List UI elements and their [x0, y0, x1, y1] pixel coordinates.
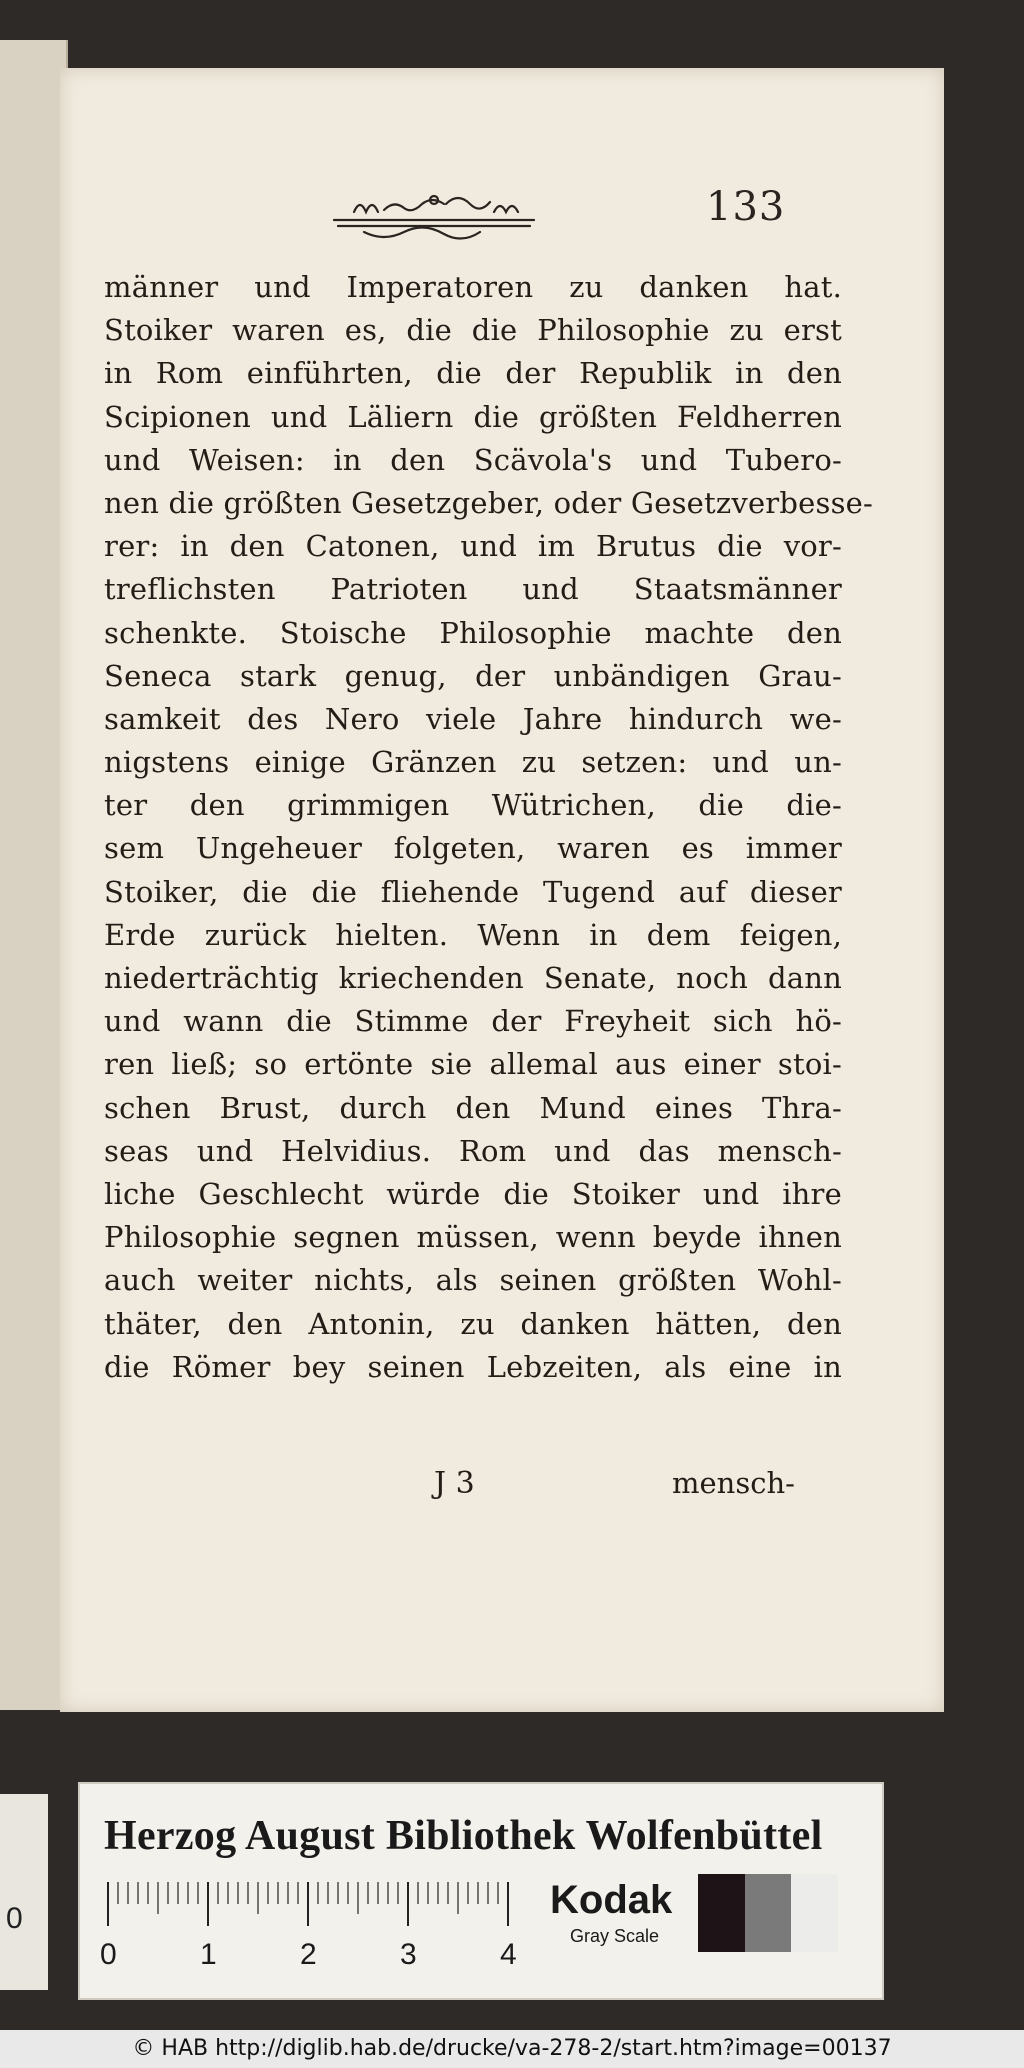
- text-line: Philosophie segnen müssen, wenn beyde ihnen: [104, 1220, 842, 1255]
- text-line: männer und Imperatoren zu danken hat.: [104, 270, 842, 304]
- text-line: ren ließ; so ertönte sie allemal aus einer stoi-: [104, 1047, 842, 1082]
- image-caption: © HAB http://diglib.hab.de/drucke/va-278-2/start.htm?image=00137: [0, 2030, 1024, 2068]
- gray-patch: [745, 1874, 792, 1952]
- text-line: rer: in den Catonen, und im Brutus die vor-: [104, 529, 842, 564]
- brand-subtitle: Gray Scale: [570, 1926, 660, 1946]
- text-line: liche Geschlecht würde die Stoiker und ihre: [104, 1176, 842, 1211]
- signature-mark: J 3: [434, 1466, 475, 1501]
- ornament-icon: [324, 182, 544, 242]
- ruler-number: 1: [200, 1938, 217, 1971]
- gray-patch: [698, 1874, 745, 1952]
- gray-patch: [791, 1874, 838, 1952]
- brand-logo: Kodak: [550, 1878, 673, 1922]
- text-line: und Weisen: in den Scävola's und Tubero-: [104, 442, 842, 477]
- book-page: [60, 68, 944, 1712]
- text-line: und wann die Stimme der Freyheit sich hö-: [104, 1004, 842, 1039]
- text-line: Scipionen und Läliern die größten Feldherren: [104, 399, 842, 434]
- ruler-number: 2: [300, 1938, 317, 1971]
- catchword: mensch-: [672, 1466, 795, 1500]
- ruler-number: 4: [500, 1938, 517, 1971]
- adjacent-scale-card-edge: [0, 1794, 48, 1990]
- text-line: nigstens einige Gränzen zu setzen: und un-: [104, 745, 842, 780]
- text-line: thäter, den Antonin, zu danken hätten, den: [104, 1306, 842, 1341]
- page-header: [60, 178, 944, 258]
- text-line: auch weiter nichts, als seinen größten Wohl-: [104, 1263, 842, 1298]
- ruler-scale: [100, 1882, 517, 1972]
- text-line: Seneca stark genug, der unbändigen Grau-: [104, 658, 842, 693]
- library-name: Herzog August Bibliothek Wolfenbüttel: [104, 1813, 823, 1859]
- gray-patches: [698, 1874, 838, 1952]
- ruler-number: 0: [100, 1938, 117, 1971]
- text-line: Stoiker waren es, die die Philosophie zu erst: [104, 313, 842, 348]
- previous-page-edge: [0, 40, 68, 1710]
- ruler-number: 3: [400, 1938, 417, 1971]
- page-number: 133: [706, 184, 786, 230]
- text-line: schenkte. Stoische Philosophie machte den: [104, 615, 842, 650]
- text-line: in Rom einführten, die der Republik in den: [104, 356, 842, 391]
- text-line: seas und Helvidius. Rom und das mensch-: [104, 1133, 842, 1168]
- body-text: [104, 266, 874, 1389]
- text-line: schen Brust, durch den Mund eines Thra-: [104, 1090, 842, 1125]
- page-footer: [60, 1466, 944, 1516]
- text-line: nen die größten Gesetzgeber, oder Gesetzverbesse-: [104, 485, 874, 520]
- text-line: samkeit des Nero viele Jahre hindurch we-: [104, 701, 842, 736]
- text-line: treflichsten Patrioten und Staatsmänner: [104, 572, 842, 607]
- text-line: Stoiker, die die fliehende Tugend auf dieser: [104, 874, 842, 909]
- text-line: niederträchtig kriechenden Senate, noch dann: [104, 961, 842, 995]
- text-line: die Römer bey seinen Lebzeiten, als eine in: [104, 1349, 842, 1384]
- color-scale-card: [78, 1782, 884, 2000]
- scale-digit: 0: [6, 1902, 23, 1935]
- text-line: Erde zurück hielten. Wenn in dem feigen,: [104, 917, 842, 952]
- text-line: sem Ungeheuer folgeten, waren es immer: [104, 831, 842, 866]
- text-line: ter den grimmigen Wütrichen, die die-: [104, 788, 842, 823]
